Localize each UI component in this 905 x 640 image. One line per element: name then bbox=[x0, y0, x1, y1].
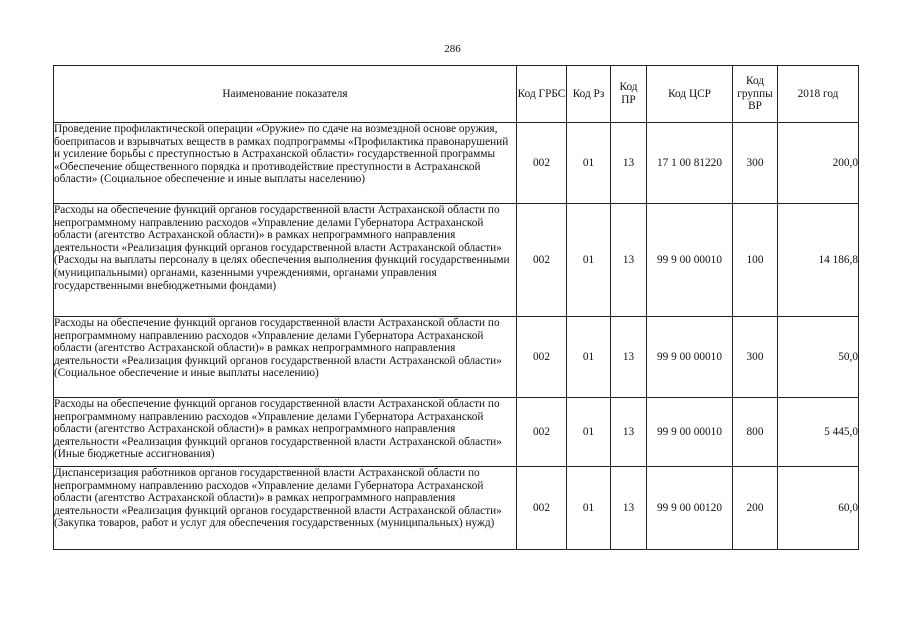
row-csr: 99 9 00 00120 bbox=[647, 467, 733, 550]
row-amount: 50,0 bbox=[778, 317, 859, 398]
header-vr: Код группы ВР bbox=[733, 66, 778, 123]
row-pr: 13 bbox=[611, 123, 647, 204]
row-amount: 60,0 bbox=[778, 467, 859, 550]
row-name: Расходы на обеспечение функций органов государственной власти Астраханской области по непрограммному направлению расходов «Управление делами Губернатора Астраханской области (агентство Астраханской области)» в рамках непрограммного направления деятельности «Реализация функций органов государственной власти Астраханской области» (Расходы на выплаты персоналу в целях обеспечения выполнения функций государственными (муниципальными) органами, казенными учреждениями, органами управления государственными внебюджетными фондами) bbox=[54, 204, 517, 317]
row-grbs: 002 bbox=[517, 317, 567, 398]
header-name: Наименование показателя bbox=[54, 66, 517, 123]
header-pr: Код ПР bbox=[611, 66, 647, 123]
row-amount: 200,0 bbox=[778, 123, 859, 204]
row-vr: 300 bbox=[733, 123, 778, 204]
row-vr: 200 bbox=[733, 467, 778, 550]
row-csr: 99 9 00 00010 bbox=[647, 317, 733, 398]
row-rz: 01 bbox=[567, 204, 611, 317]
table-row bbox=[54, 317, 859, 398]
header-grbs: Код ГРБС bbox=[517, 66, 567, 123]
row-grbs: 002 bbox=[517, 123, 567, 204]
row-name: Расходы на обеспечение функций органов государственной власти Астраханской области по непрограммному направлению расходов «Управление делами Губернатора Астраханской области (агентство Астраханской области)» в рамках непрограммного направления деятельности «Реализация функций органов государственной власти Астраханской области» (Социальное обеспечение и иные выплаты населению) bbox=[54, 317, 517, 398]
row-grbs: 002 bbox=[517, 467, 567, 550]
row-name: Проведение профилактической операции «Оружие» по сдаче на возмездной основе оружия, боеприпасов и взрывчатых веществ в рамках подпрограммы «Профилактика правонарушений и усиление борьбы с преступностью в Астраханской области» государственной программы «Обеспечение общественного порядка и противодействие преступности в Астраханской области» (Социальное обеспечение и иные выплаты населению) bbox=[54, 123, 517, 204]
header-csr: Код ЦСР bbox=[647, 66, 733, 123]
row-pr: 13 bbox=[611, 398, 647, 467]
row-vr: 300 bbox=[733, 317, 778, 398]
row-name: Диспансеризация работников органов государственной власти Астраханской области по непрограммному направлению расходов «Управление делами Губернатора Астраханской области (агентство Астраханской области)» в рамках непрограммного направления деятельности «Реализация функций органов государственной власти Астраханской области» (Закупка товаров, работ и услуг для обеспечения государственных (муниципальных) нужд) bbox=[54, 467, 517, 550]
row-grbs: 002 bbox=[517, 204, 567, 317]
row-rz: 01 bbox=[567, 123, 611, 204]
row-pr: 13 bbox=[611, 467, 647, 550]
row-pr: 13 bbox=[611, 317, 647, 398]
header-year: 2018 год bbox=[778, 66, 859, 123]
row-csr: 17 1 00 81220 bbox=[647, 123, 733, 204]
row-grbs: 002 bbox=[517, 398, 567, 467]
row-csr: 99 9 00 00010 bbox=[647, 398, 733, 467]
table-row bbox=[54, 123, 859, 204]
table-header-row bbox=[54, 66, 859, 123]
row-amount: 14 186,8 bbox=[778, 204, 859, 317]
table-row bbox=[54, 204, 859, 317]
table-row bbox=[54, 398, 859, 467]
row-vr: 800 bbox=[733, 398, 778, 467]
row-pr: 13 bbox=[611, 204, 647, 317]
row-vr: 100 bbox=[733, 204, 778, 317]
page-number: 286 bbox=[444, 43, 461, 55]
header-rz: Код Рз bbox=[567, 66, 611, 123]
table-row bbox=[54, 467, 859, 550]
row-csr: 99 9 00 00010 bbox=[647, 204, 733, 317]
row-rz: 01 bbox=[567, 398, 611, 467]
row-rz: 01 bbox=[567, 467, 611, 550]
row-amount: 5 445,0 bbox=[778, 398, 859, 467]
row-rz: 01 bbox=[567, 317, 611, 398]
budget-table bbox=[53, 65, 859, 550]
row-name: Расходы на обеспечение функций органов государственной власти Астраханской области по непрограммному направлению расходов «Управление делами Губернатора Астраханской области (агентство Астраханской области)» в рамках непрограммного направления деятельности «Реализация функций органов государственной власти Астраханской области» (Иные бюджетные ассигнования) bbox=[54, 398, 517, 467]
